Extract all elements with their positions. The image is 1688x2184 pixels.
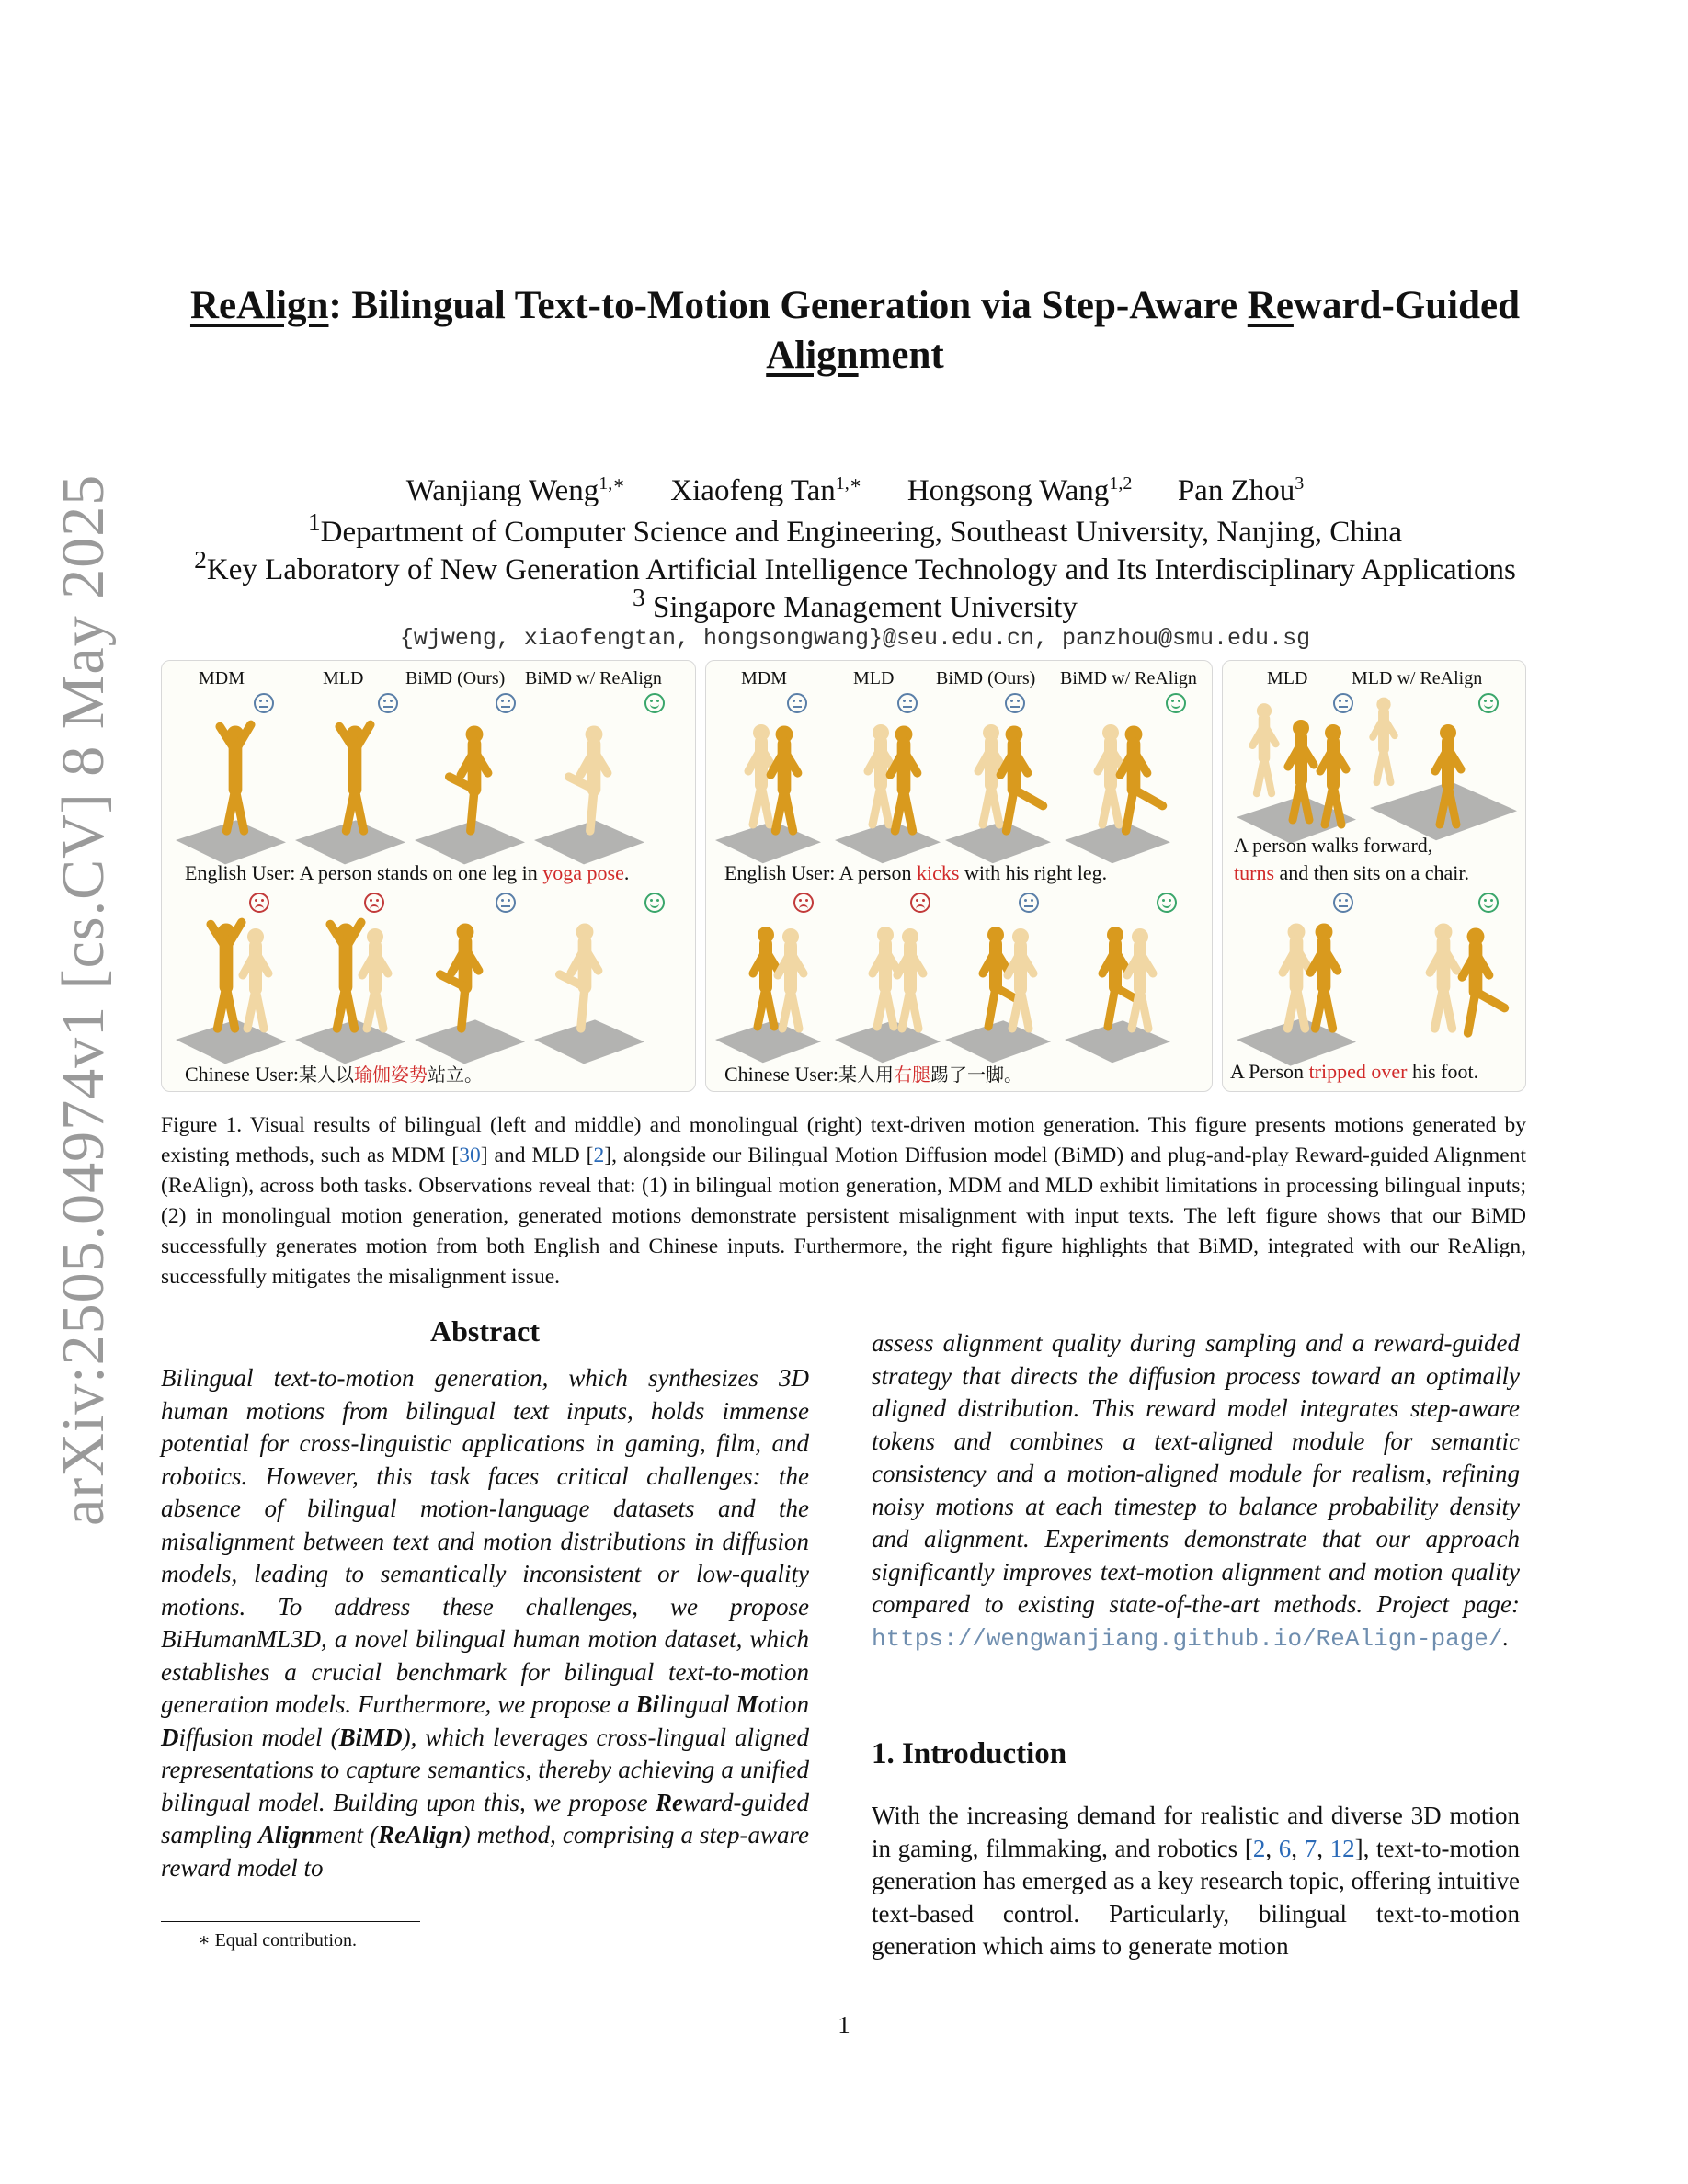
title-align: Align [766,334,859,377]
caption-text: and then sits on a chair. [1274,861,1470,884]
neutral-face-icon [1333,893,1353,913]
mannequin-figure [1120,725,1162,830]
english-caption-line1: A person walks forward, [1234,834,1433,857]
caption-highlight: turns [1234,861,1274,884]
intro-text: ], text-to-motion generation has emerged as a key research topic, offering intuitive text-based control. Particularly, bilingual text-to-motion generation which aims to generate motion [872,1834,1521,1960]
mannequin-legs [337,987,355,1029]
page-number: 1 [838,2011,850,2039]
neutral-face-icon [897,693,918,713]
neutral-face-icon [1019,893,1039,913]
mannequin-figure [330,922,361,1029]
author-name: Wanjiang Weng [405,474,599,507]
author-sup: 1,∗ [835,473,862,494]
author-sup: 1,∗ [599,473,625,494]
mannequin-figure [1283,923,1309,1028]
citation-link[interactable]: 6 [1278,1834,1292,1862]
chinese-caption [724,1060,1022,1086]
abstract-bold: Re [656,1788,683,1816]
floor-plate [415,1019,525,1064]
col-header: MDM [741,668,788,688]
footnote-rule [161,1921,420,1922]
aff-text: Department of Computer Science and Engineering, Southeast University, Nanjing, China [320,516,1403,549]
abstract-text: ) method, comprising a step-aware reward model to [161,1821,809,1882]
neutral-face-icon [378,693,398,713]
mannequin-figure [560,923,599,1028]
citation-link[interactable]: 7 [1304,1834,1317,1862]
mannequin-legs [569,777,594,831]
mannequin-legs [1257,758,1272,794]
aff-text: Singapore Management University [644,591,1078,624]
floor-plate [1065,1020,1170,1063]
neutral-face-icon [496,893,516,913]
mannequin-figure [1430,923,1456,1028]
floor-plate [715,1020,821,1063]
mannequin-legs [450,777,474,831]
col-header: MLD [1267,668,1308,688]
happy-face-icon [1157,893,1177,913]
caption-text: 踢了一脚。 [930,1064,1023,1086]
title-ment: ment [858,334,944,377]
floor-plate [945,1020,1051,1063]
mannequin-figure [440,923,479,1028]
mannequin-figure [362,928,388,1029]
english-caption-line2 [1234,861,1469,885]
abstract-bold: M [736,1690,758,1718]
mannequin-legs [247,989,264,1029]
abstract-text: lingual [659,1690,736,1718]
intro-text: With the increasing demand for realistic and diverse 3D motion in gaming, filmmaking, and robotics [ [872,1802,1520,1862]
author-name: Xiaofeng Tan [670,474,836,507]
mannequin-figure [211,922,242,1029]
citation-link[interactable]: 2 [593,1143,605,1167]
author-name: Pan Zhou [1177,474,1295,507]
mannequin-legs [753,785,770,825]
paper-title [138,281,1572,381]
caption-highlight: tripped over [1308,1060,1408,1083]
chinese-caption [185,1060,483,1086]
title-realign: ReAlign [189,284,329,327]
neutral-face-icon [787,693,807,713]
caption-text: A Person [1230,1060,1309,1083]
figure-panel-bilingual-yoga [161,660,696,1092]
happy-face-icon [1478,893,1499,913]
citation-link[interactable]: 2 [1252,1834,1266,1862]
mannequin-legs [983,785,999,825]
mannequin-legs [758,987,774,1027]
happy-face-icon [1478,693,1499,713]
caption-text: . [623,861,630,884]
caption-text: with his right leg. [959,861,1108,884]
author-sup: 3 [1295,473,1305,494]
neutral-face-icon [1333,693,1353,713]
col-header: MLD w/ ReAlign [1352,668,1483,688]
caption-text: ] and MLD [ [480,1143,594,1167]
col-header: BiMD w/ ReAlign [525,668,662,688]
caption-highlight: kicks [917,861,960,884]
mannequin-figure [339,724,371,831]
mannequin-figure [897,928,923,1029]
mannequin-legs [1376,749,1390,783]
aff-text: Key Laboratory of New Generation Artificial Intelligence Technology and Its Interdisciplinary Applications [206,553,1516,586]
abstract-text: ), which leverages cross-lingual aligned representations to capture semantics, thereby achieving a unified bilingual model. Building upon this, we propose [161,1723,809,1816]
caption-text: Chinese User: [185,1063,300,1086]
abstract-bold: BiMD [338,1723,403,1751]
caption-text: ], alongside our Bilingual Motion Diffusion model (BiMD) and plug-and-play Reward-guided Alignment (ReAlign), across both tasks. Observations reveal that: (1) in bilingual motion generation, MDM and MLD exhibit limitations in processing bilingual inputs; (2) in monolingual motion generation, generated motions demonstrate persistent misalignment with input texts. The left figure shows that our BiMD successfully generates motion from both English and Chinese inputs. Furthermore, the right figure highlights that BiMD, integrated with our ReAlign, successfully mitigates the misalignment issue. [161,1143,1526,1289]
mannequin-figure [890,725,917,830]
figure-caption [161,1110,1526,1292]
mannequin-figure [1373,698,1395,783]
aff-sup: 2 [194,545,207,574]
col-header: MLD [323,668,364,688]
section-heading-introduction: 1. Introduction [872,1737,1067,1770]
mannequin-legs [1468,992,1505,1033]
mannequin-legs [1126,790,1163,831]
project-page-link[interactable]: https://wengwanjiang.github.io/ReAlign-page/ [872,1624,1503,1653]
caption-text: English User: A person [724,861,917,884]
caption-highlight: yoga pose [542,861,624,884]
happy-face-icon [644,693,665,713]
mannequin-legs [877,987,894,1027]
mannequin-legs [1007,790,1044,831]
happy-face-icon [1166,693,1186,713]
citation-link[interactable]: 30 [459,1143,481,1167]
mannequin-legs [895,790,913,831]
caption-text: English User: A person stands on one leg in [185,861,543,884]
caption-text: Figure 1. Visual results of bilingual (left and middle) and monolingual (right) text-driven motion generation. This figure presents motions generated by existing methods, such as MDM [ [161,1113,1526,1167]
caption-text: his foot. [1407,1060,1479,1083]
happy-face-icon [644,893,665,913]
col-header: BiMD (Ours) [405,668,506,688]
abstract-text: iffusion model ( [178,1723,339,1751]
mannequin-legs [1435,987,1453,1029]
neutral-face-icon [496,693,516,713]
caption-text: 某人用 [838,1064,895,1086]
caption-text: 站立。 [428,1064,484,1086]
mannequin-figure [220,724,251,831]
intro-text: , [1291,1834,1305,1862]
abstract-bold: Bi [635,1690,660,1718]
caption-text: 某人以 [299,1064,355,1086]
citation-link[interactable]: 12 [1329,1834,1355,1862]
col-header: MDM [199,668,245,688]
mannequin-legs [782,989,799,1029]
english-caption [1230,1060,1478,1084]
mannequin-legs [1102,785,1119,825]
mannequin-figure [569,725,608,830]
abstract-body-continued [872,1327,1520,1655]
neutral-face-icon [1005,693,1025,713]
abstract-text: otion [758,1690,809,1718]
sad-face-icon [249,893,269,913]
intro-text: , [1317,1834,1330,1862]
mannequin-figure [1008,928,1033,1029]
abstract-text: ward-guided sampling [161,1788,809,1848]
aff-sup: 3 [633,583,645,611]
title-ward: ward-Guided [1293,284,1521,327]
mannequin-legs [367,989,383,1029]
sad-face-icon [364,893,384,913]
title-main: : Bilingual Text-to-Motion Generation via Step-Aware [328,284,1248,327]
sad-face-icon [793,893,814,913]
author-name: Hongsong Wang [907,474,1110,507]
abstract-text: . [1502,1622,1510,1651]
col-header: BiMD w/ ReAlign [1060,668,1197,688]
caption-highlight: 瑜伽姿势 [354,1064,428,1086]
mannequin-figure [1310,923,1337,1028]
mannequin-legs [776,790,793,831]
english-caption [185,861,629,885]
abstract-bold: ReAlign [378,1821,462,1848]
floor-plate [1237,1018,1356,1066]
abstract-body [161,1362,809,1884]
sad-face-icon [910,893,930,913]
mannequin-legs [873,785,889,825]
neutral-face-icon [254,693,274,713]
figure-panel-monolingual [1222,660,1526,1092]
mannequin-figure [778,928,804,1029]
mannequin-legs [440,974,465,1029]
abstract-text: assess alignment quality during sampling and a reward-guided strategy that directs the diffusion process toward an optimally aligned distribution. This reward model integrates step-aware tokens and combines a text-aligned module for semantic consistency and a motion-aligned module for realism, refining noisy motions at each timestep to balance probability density and alignment. Experiments demonstrate that our approach significantly improves text-motion alignment and motion quality compared to existing state-of-the-art methods. Project page: [872,1329,1520,1618]
mannequin-legs [560,974,585,1029]
abstract-heading: Abstract [429,1314,541,1348]
mannequin-figure [1462,927,1504,1032]
caption-text: Chinese User: [724,1063,839,1086]
abstract-text: ment ( [314,1821,379,1848]
mannequin-figure [1127,928,1153,1029]
introduction-body [872,1800,1520,1963]
mannequin-legs [1316,987,1333,1029]
caption-highlight: 右腿 [894,1064,931,1086]
mannequin-figure [770,725,797,830]
intro-text: , [1265,1834,1279,1862]
mannequin-legs [218,987,235,1029]
figure-panel-bilingual-kick [705,660,1213,1092]
abstract-bold: Align [258,1821,315,1848]
mannequin-figure [243,928,268,1029]
arxiv-stamp: arXiv:2505.04974v1 [cs.CV] 8 May 2025 [50,473,117,1526]
footnote: ∗ Equal contribution. [198,1930,358,1951]
floor-plate [835,1020,941,1063]
aff-sup: 1 [307,507,321,536]
mannequin-figure [1252,703,1275,793]
english-caption [724,861,1107,885]
mannequin-figure [450,725,488,830]
abstract-text: Bilingual text-to-motion generation, which synthesizes 3D human motions from bilingual text inputs, holds immense potential for cross-linguistic applications in gaming, film, and robotics. However, this task faces critical challenges: the absence of bilingual motion-language datasets and the misalignment between text and motion distributions in diffusion models, leading to semantically inconsistent or low-quality motions. To address these challenges, we propose BiHumanML3D, a novel bilingual human motion dataset, which establishes a crucial benchmark for bilingual text-to-motion generation models. Furthermore, we propose a [161,1364,809,1718]
mannequin-figure [1000,725,1043,830]
col-header: BiMD (Ours) [936,668,1036,688]
mannequin-legs [902,989,918,1029]
floor-plate [534,1019,644,1064]
col-header: MLD [853,668,895,688]
title-re: Re [1247,284,1294,327]
author-emails: {wjweng, xiaofengtan, hongsongwang}@seu.edu.cn, panzhou@smu.edu.sg [399,625,1311,652]
author-sup: 1,2 [1109,473,1133,494]
figure-1 [161,660,1526,1092]
abstract-bold: D [161,1723,179,1751]
affiliation [138,578,1572,627]
